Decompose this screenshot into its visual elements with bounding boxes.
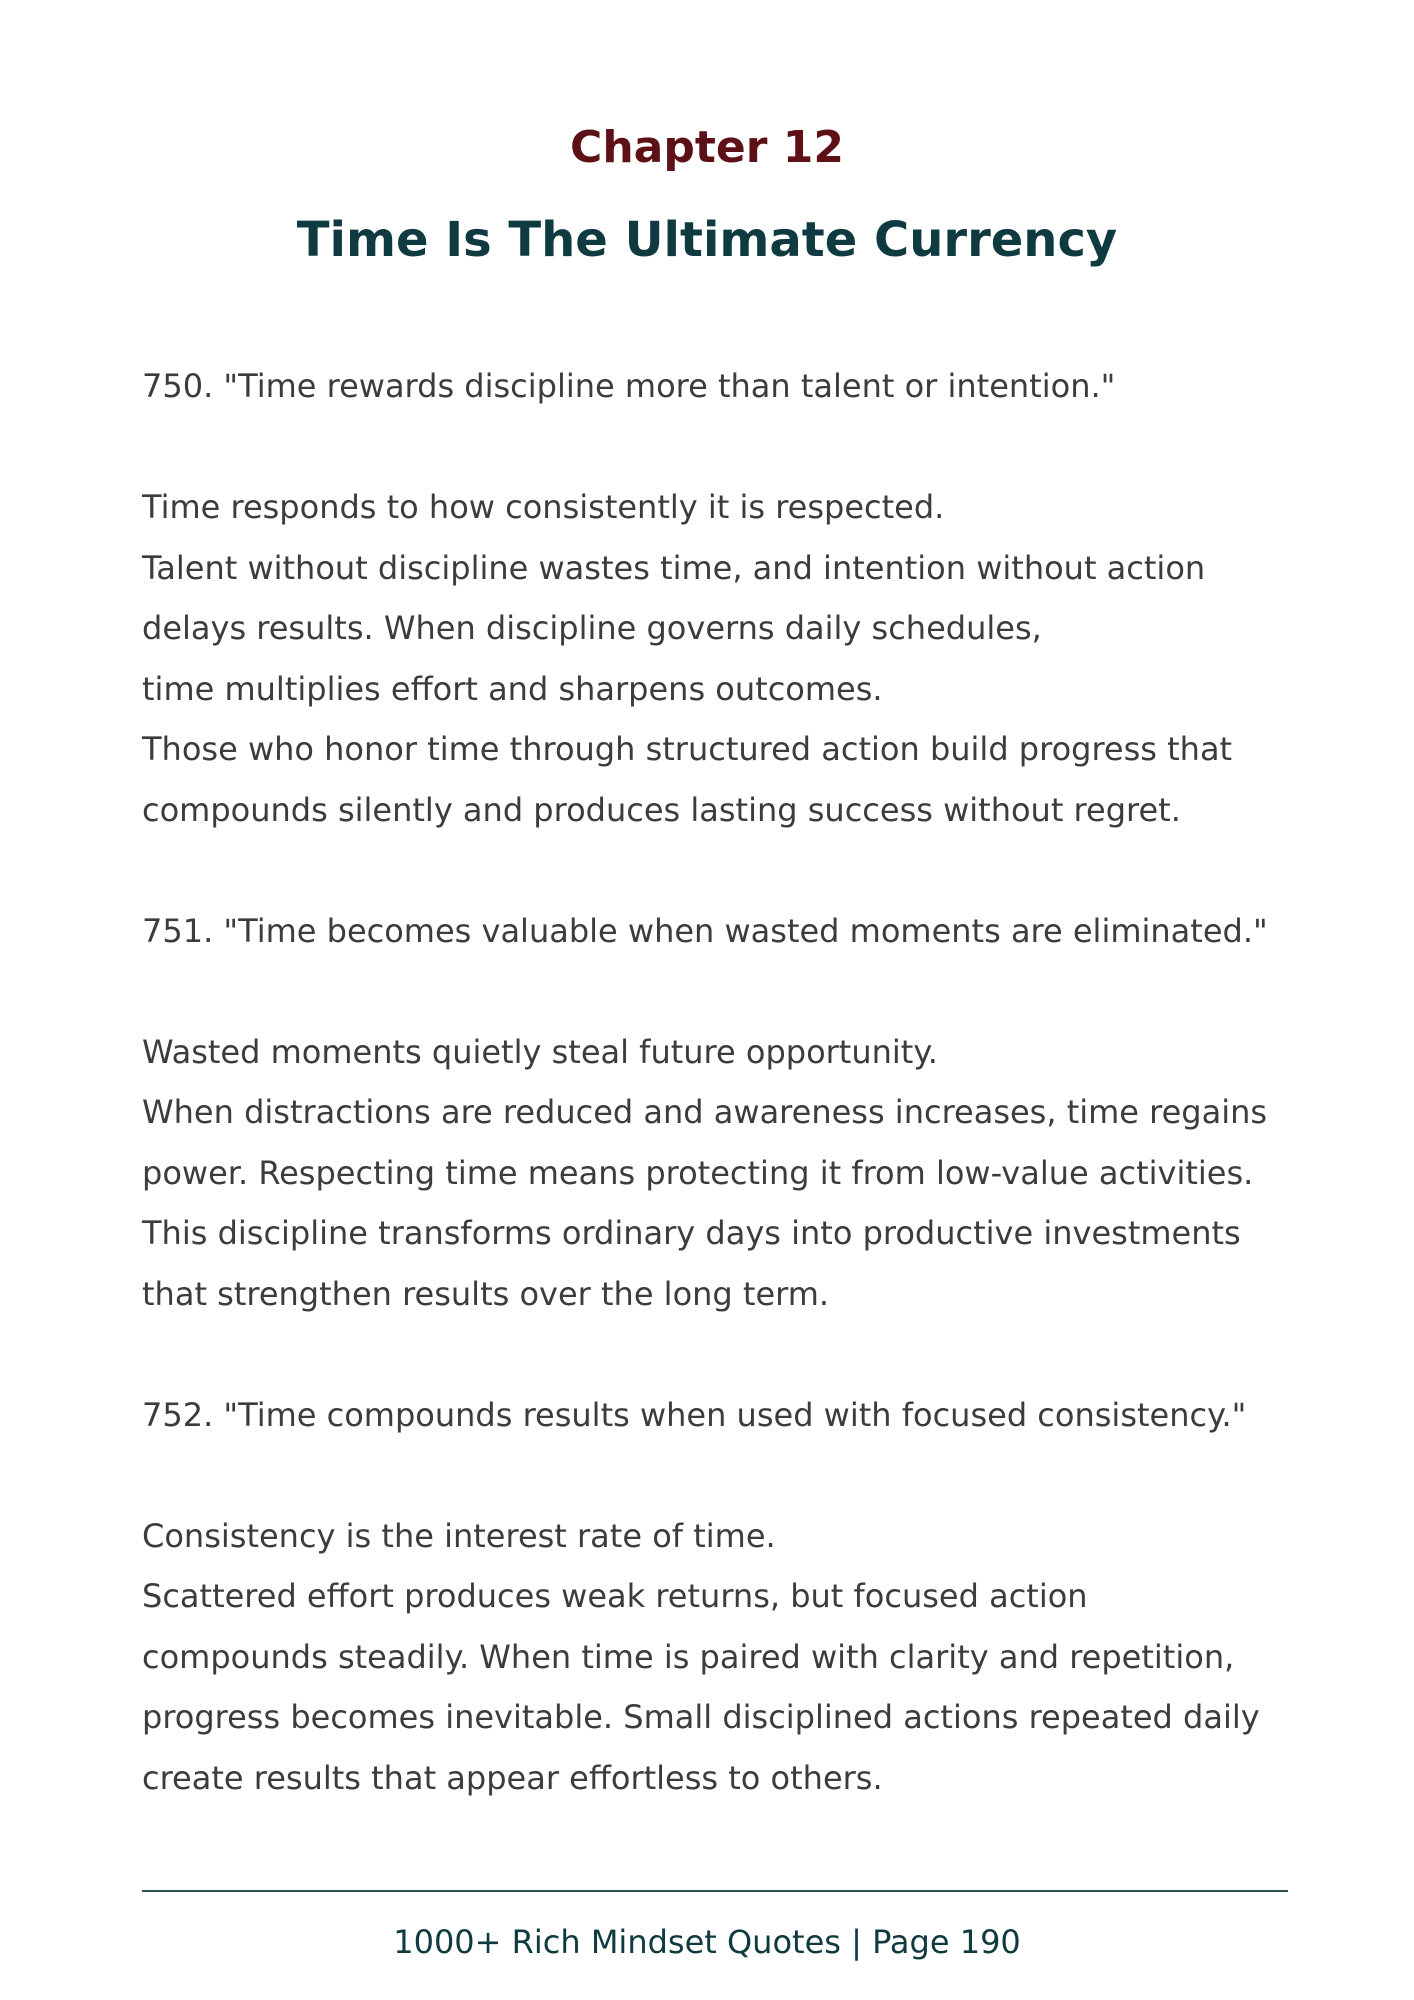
quote-body (142, 1506, 1322, 1809)
quote-body-line: delays results. When discipline governs daily schedules, (142, 609, 1042, 647)
chapter-label: Chapter 12 (570, 122, 844, 173)
quote-body (142, 1022, 1322, 1325)
quote-body-line: When distractions are reduced and awareness increases, time regains (142, 1093, 1268, 1131)
quote-body-line: that strengthen results over the long term. (142, 1274, 830, 1313)
quote-heading: 752. "Time compounds results when used with focused consistency." (142, 1395, 1247, 1434)
quote-body-line: create results that appear effortless to others. (142, 1758, 883, 1797)
quote-body-line: This discipline transforms ordinary days into productive investments (142, 1214, 1241, 1252)
quote-body-line: compounds silently and produces lasting success without regret. (142, 790, 1181, 829)
quote-751 (142, 901, 1322, 1325)
quote-752 (142, 1385, 1322, 1809)
quote-body-line: power. Respecting time means protecting it from low-value activities. (142, 1153, 1254, 1192)
quote-body (142, 477, 1322, 840)
page-footer: 1000+ Rich Mindset Quotes | Page 190 (393, 1923, 1021, 1961)
quote-body-line: compounds steadily. When time is paired with clarity and repetition, (142, 1637, 1235, 1676)
quote-body-line: progress becomes inevitable. Small disciplined actions repeated daily (142, 1698, 1260, 1736)
quote-body-line: Talent without discipline wastes time, and intention without action (142, 548, 1206, 587)
quote-body-line: Those who honor time through structured action build progress that (142, 730, 1233, 768)
quote-heading: 751. "Time becomes valuable when wasted moments are eliminated." (142, 911, 1268, 950)
quote-body-line: Wasted moments quietly steal future opportunity. (142, 1032, 938, 1071)
quote-750 (142, 356, 1322, 840)
quote-body-line: Time responds to how consistently it is respected. (142, 488, 945, 526)
quote-body-line: Consistency is the interest rate of time. (142, 1516, 776, 1555)
quote-body-line: Scattered effort produces weak returns, but focused action (142, 1577, 1088, 1615)
chapter-title: Time Is The Ultimate Currency (296, 212, 1118, 268)
quote-body-line: time multiplies effort and sharpens outcomes. (142, 669, 883, 708)
footer-divider (142, 1890, 1288, 1892)
quotes-content (142, 356, 1322, 1869)
quote-heading: 750. "Time rewards discipline more than talent or intention." (142, 367, 1116, 405)
